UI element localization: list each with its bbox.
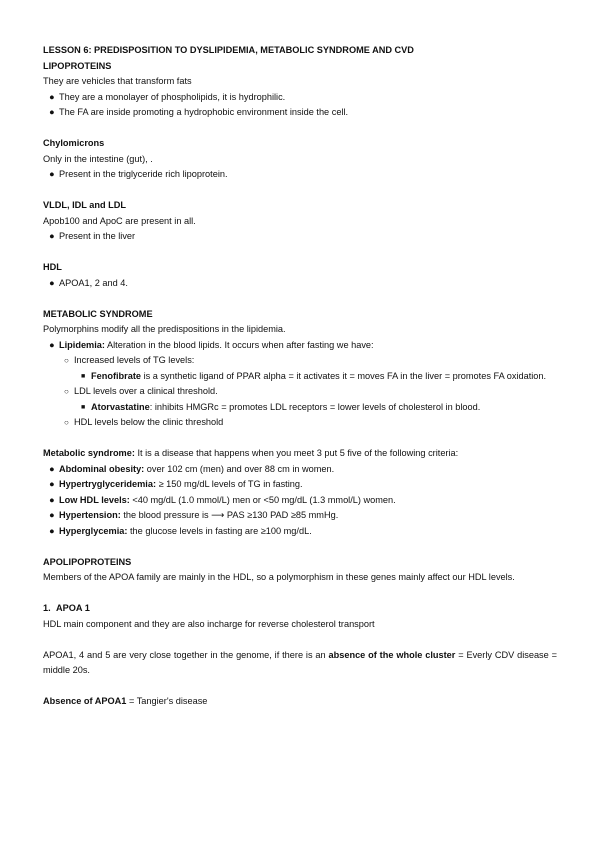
apoa1-heading-text: APOA 1 [56,603,90,613]
bullet-icon: ● [49,479,55,489]
list-item-text: They are a monolayer of phospholipids, it is hydrophilic. [59,91,286,102]
absence-label: Absence of APOA1 [43,696,127,706]
chylomicrons-heading: Chylomicrons [43,138,105,148]
criterion-text: the blood pressure is ⟶ PAS ≥130 PAD ≥85 mmHg. [120,510,339,520]
vldl-intro: Apob100 and ApoC are present in all. [43,215,196,226]
apoa1-heading [43,601,557,617]
section-number: 1. [43,603,51,613]
list-item-text: LDL levels over a clinical threshold. [74,386,218,396]
list-item-text: The FA are inside promoting a hydrophobic environment inside the cell. [59,107,349,117]
vldl-heading: VLDL, IDL and LDL [43,200,127,210]
apolipoproteins-heading: APOLIPOPROTEINS [43,556,132,567]
list-item [43,462,557,478]
lipoproteins-intro: They are vehicles that transform fats [43,76,192,86]
bullet-icon: ● [49,510,55,520]
lipidemia-text: Alteration in the blood lipids. It occurs when after fasting we have: [104,339,374,350]
list-item [43,400,557,416]
list-item [43,229,557,245]
circle-bullet-icon: ○ [64,387,69,396]
lipoproteins-heading: LIPOPROTEINS [43,60,112,71]
bullet-icon: ● [49,91,55,102]
fenofibrate-label: Fenofibrate [91,370,142,381]
criteria-label: Metabolic syndrome: [43,448,135,458]
chylomicrons-intro: Only in the intestine (gut), . [43,153,153,164]
bullet-icon: ● [49,339,55,350]
list-item [43,415,557,431]
fenofibrate-text: is a synthetic ligand of PPAR alpha = it activates it = moves FA in the liver = promotes FA oxidation. [141,370,547,381]
list-item [43,524,557,540]
criteria-intro [43,446,557,462]
bullet-icon: ● [49,525,55,536]
list-item [43,276,557,292]
list-item [43,105,557,121]
list-item [43,353,557,369]
apoa1-cluster-text [43,648,557,679]
list-item [43,493,557,509]
apolipoproteins-text: Members of the APOA family are mainly in the HDL, so a polymorphism in these genes mainly affect our HDL levels. [43,572,515,582]
atorvastatine-label: Atorvastatine [91,401,150,412]
list-item [43,477,557,493]
list-item [43,90,557,106]
list-item-text: Increased levels of TG levels: [74,355,195,365]
cluster-post: = Everly CDV disease = middle 20s. [43,649,557,675]
list-item [43,384,557,400]
bullet-icon: ● [49,169,55,179]
lesson-title: LESSON 6: PREDISPOSITION TO DYSLIPIDEMIA, METABOLIC SYNDROME AND CVD [43,45,414,55]
criterion-label: Hyperglycemia: [59,525,128,536]
criterion-label: Hypertension: [59,510,121,520]
criterion-label: Abdominal obesity: [59,463,145,474]
square-bullet-icon: ■ [81,372,86,380]
bullet-icon: ● [49,277,55,288]
list-item [43,338,557,354]
list-item [43,167,557,183]
list-item-text: Present in the triglyceride rich lipoprotein. [59,169,228,179]
list-item [43,508,557,524]
bullet-icon: ● [49,231,55,241]
list-item-text: Present in the liver [59,231,136,241]
square-bullet-icon: ■ [81,403,86,411]
criterion-label: Hypertryglyceridemia: [59,479,157,489]
metabolic-intro: Polymorphins modify all the predispositions in the lipidemia. [43,324,286,334]
circle-bullet-icon: ○ [64,418,69,427]
cluster-bold: absence of the whole cluster [328,649,456,660]
criterion-label: Low HDL levels: [59,494,130,505]
bullet-icon: ● [49,463,55,474]
atorvastatine-text: : inhibits HMGRc = promotes LDL receptors = lower levels of cholesterol in blood. [149,401,481,412]
circle-bullet-icon: ○ [64,356,69,365]
document-content [43,43,557,710]
criterion-text: <40 mg/dL (1.0 mmol/L) men or <50 mg/dL (1.3 mmol/L) women. [129,494,396,505]
cluster-pre: APOA1, 4 and 5 are very close together in the genome, if there is an [43,649,329,660]
bullet-icon: ● [49,107,55,117]
bullet-icon: ● [49,494,55,505]
criterion-text: the glucose levels in fasting are ≥100 mg/dL. [127,525,312,536]
criterion-text: over 102 cm (men) and over 88 cm in women. [144,463,335,474]
hdl-heading: HDL [43,262,62,272]
criteria-text: It is a disease that happens when you meet 3 put 5 five of the following criteria: [134,448,459,458]
list-item-text: APOA1, 2 and 4. [59,277,128,288]
metabolic-heading: METABOLIC SYNDROME [43,308,153,319]
absence-text: = Tangier's disease [126,696,208,706]
criterion-text: ≥ 150 mg/dL levels of TG in fasting. [156,479,303,489]
list-item [43,369,557,385]
lipidemia-label: Lipidemia: [59,339,105,350]
list-item-text: HDL levels below the clinic threshold [74,417,224,427]
apoa1-absence [43,694,557,710]
apoa1-text: HDL main component and they are also incharge for reverse cholesterol transport [43,618,375,629]
